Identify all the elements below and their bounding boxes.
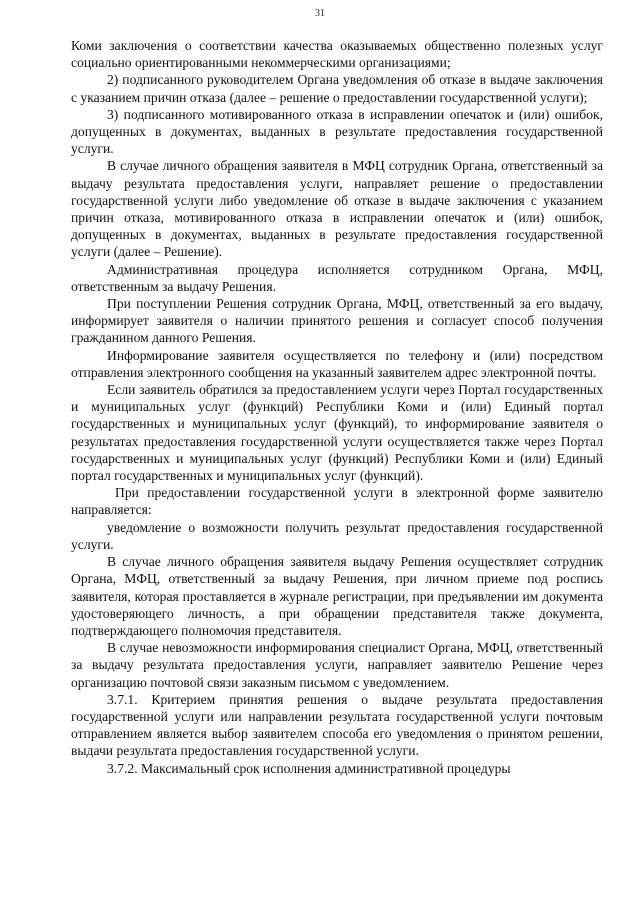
paragraph-notification: уведомление о возможности получить результат предоставления государственной услуги. bbox=[71, 519, 603, 552]
paragraph-procedure-executor: Административная процедура исполняется сотрудником Органа, МФЦ, ответственным за выдачу Решения. bbox=[71, 261, 603, 294]
paragraph-decision-receipt: При поступлении Решения сотрудник Органа, МФЦ, ответственный за его выдачу, информирует заявителя о наличии принятого решения и согласует способ получения гражданином данного Решения. bbox=[71, 296, 603, 346]
paragraph-electronic-form: При предоставлении государственной услуги в электронной форме заявителю направляется: bbox=[71, 485, 603, 518]
paragraph-3-7-2: 3.7.2. Максимальный срок исполнения административной процедуры bbox=[107, 760, 511, 776]
paragraph-portal: Если заявитель обратился за предоставлением услуги через Портал государственных и муниципальных услуг (функций) Республики Коми и (или) Единый портал государственных и муниципальных услуг (функций), то информирование заявителя о результатах предоставления государственной услуги осуществляется также через Портал государственных и муниципальных услуг (функций) Республики Коми и (или) Единый портал государственных и муниципальных услуг (функций). bbox=[71, 382, 603, 484]
paragraph-postal: В случае невозможности информирования специалист Органа, МФЦ, ответственный за выдачу результата предоставления услуги, направляет заявителю Решение через организацию почтовой связи заказным письмом с уведомлением. bbox=[71, 640, 603, 690]
paragraph-item-3: 3) подписанного мотивированного отказа в исправлении опечаток и (или) ошибок, допущенных в документах, выданных в результате предоставления государственной услуги. bbox=[71, 106, 603, 157]
document-body bbox=[71, 37, 603, 777]
paragraph-personal-mfc: В случае личного обращения заявителя в МФЦ сотрудник Органа, ответственный за выдачу результата предоставления услуги, направляет решение о предоставлении государственной услуги либо уведомление об отказе в выдаче заключения с указанием причин отказа, мотивированного отказа в исправлении опечаток и (или) ошибок, допущенных в документах, выданных в результате предоставления государственной услуги (далее – Решение). bbox=[71, 158, 603, 260]
paragraph-item-2: 2) подписанного руководителем Органа уведомления об отказе в выдаче заключения с указанием причин отказа (далее – решение о предоставлении государственной услуги); bbox=[71, 72, 603, 105]
paragraph-3-7-1: 3.7.1. Критерием принятия решения о выдаче результата предоставления государственной услуги или направлении результата государственной услуги почтовым отправлением является выбор заявителем способа его уведомления о принятом решении, выдачи результата предоставления государственной услуги. bbox=[71, 691, 603, 759]
paragraph-continuation: Коми заключения о соответствии качества оказываемых общественно полезных услуг социально ориентированными некоммерческими организациями; bbox=[71, 38, 603, 71]
page-number: 31 bbox=[315, 8, 325, 19]
paragraph-informing: Информирование заявителя осуществляется по телефону и (или) посредством отправления электронного сообщения на указанный заявителем адрес электронной почты. bbox=[71, 347, 603, 380]
paragraph-personal-issue: В случае личного обращения заявителя выдачу Решения осуществляет сотрудник Органа, МФЦ, ответственный за выдачу Решения, при личном приеме под роспись заявителя, которая проставляется в журнале регистрации, при предъявлении им документа удостоверяющего личность, а при обращении представителя также документа, подтверждающего полномочия представителя. bbox=[71, 554, 603, 638]
